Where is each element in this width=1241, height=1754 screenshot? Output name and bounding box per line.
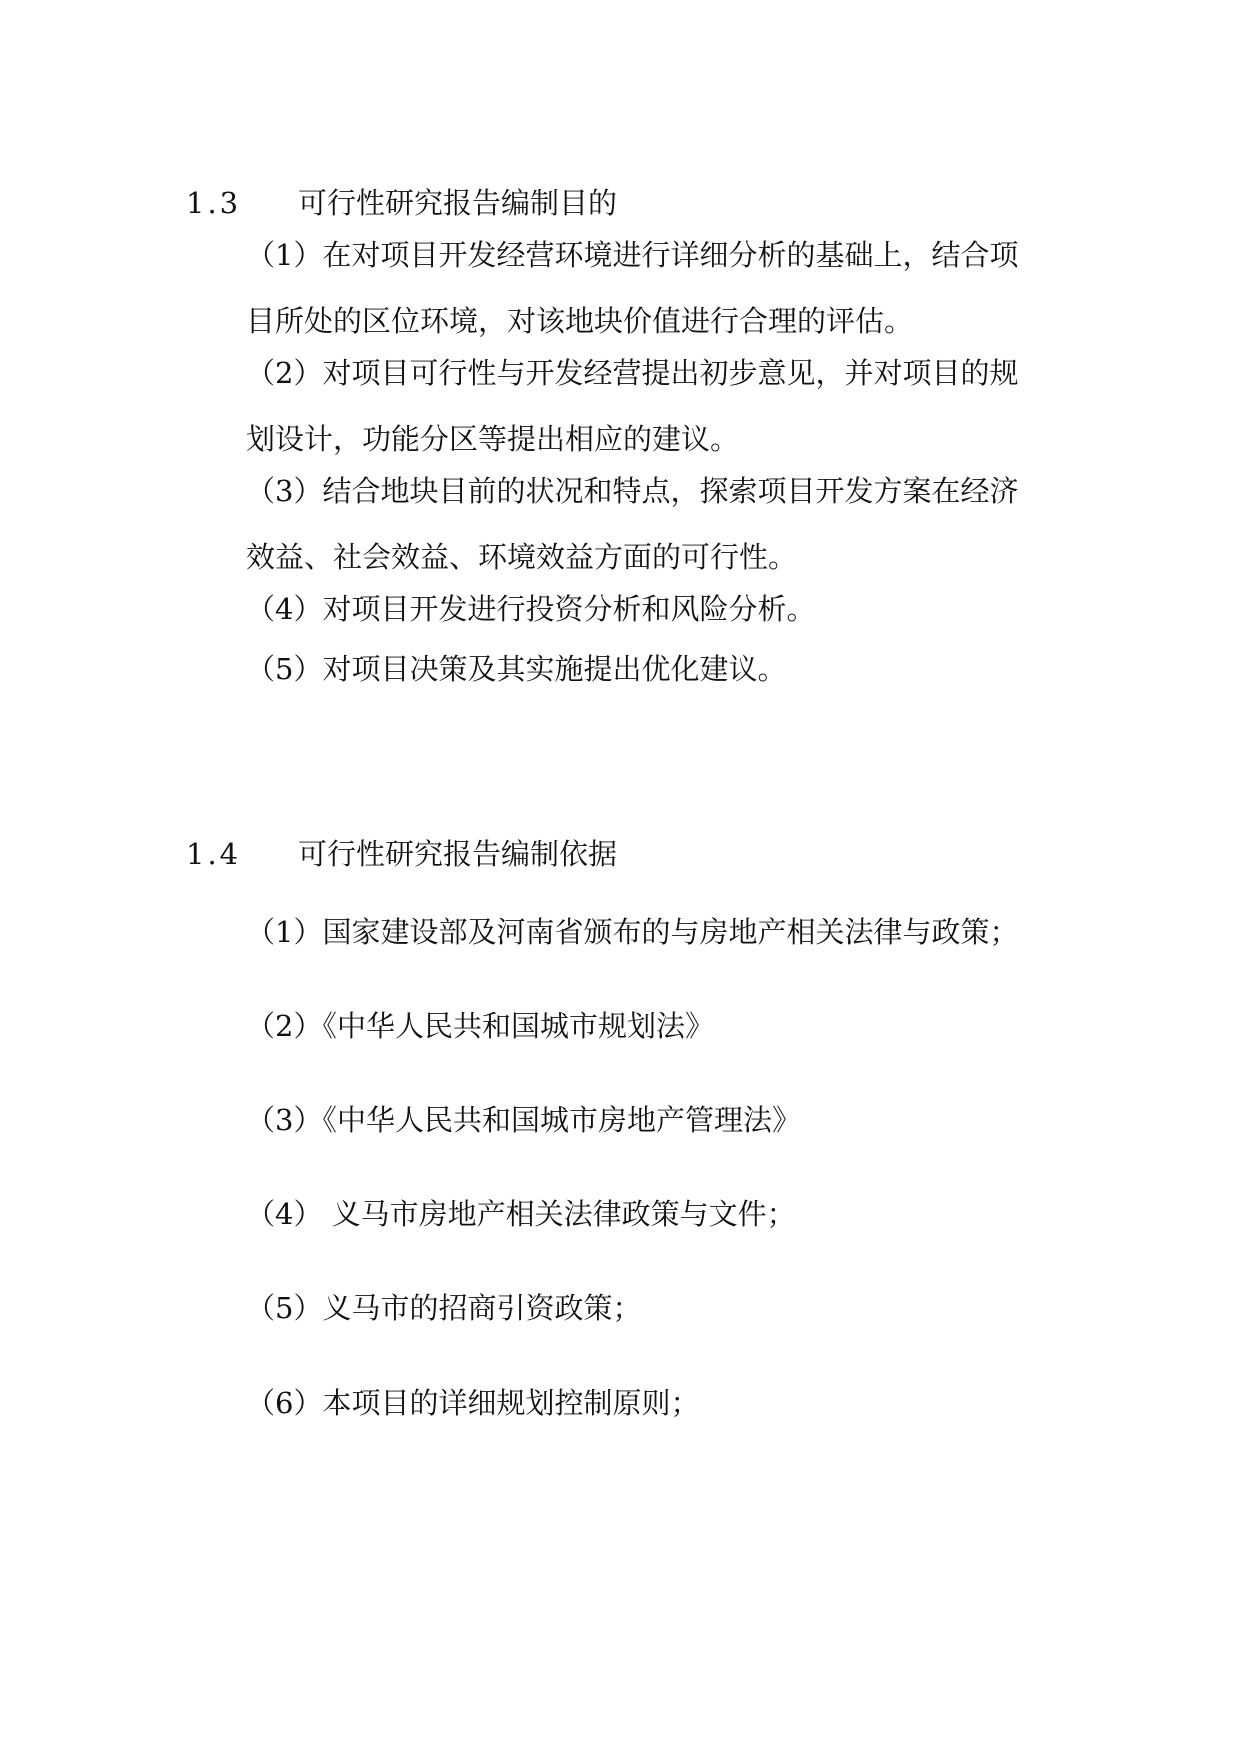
basis-item: （2）《中华人民共和国城市规划法》: [246, 1009, 714, 1043]
purpose-paragraph-4: [246, 576, 1076, 642]
paragraph-line: （5）对项目决策及其实施提出优化建议。: [246, 652, 787, 686]
paragraph-line: （4）对项目开发进行投资分析和风险分析。: [246, 592, 816, 626]
section-1-3-number: 1.3: [186, 186, 242, 220]
paragraph-line: （2）对项目可行性与开发经营提出初步意见，并对项目的规: [246, 356, 1019, 390]
basis-item: （1）国家建设部及河南省颁布的与房地产相关法律与政策；: [246, 915, 1019, 949]
basis-item: （4） 义马市房地产相关法律政策与文件；: [246, 1197, 796, 1231]
purpose-paragraph-2: [246, 340, 1076, 472]
paragraph-line: 目所处的区位环境，对该地块价值进行合理的评估。: [246, 304, 914, 338]
basis-item: （6）本项目的详细规划控制原则；: [246, 1386, 700, 1420]
basis-item: （3）《中华人民共和国城市房地产管理法》: [246, 1103, 801, 1137]
purpose-paragraph-1: [246, 222, 1076, 354]
paragraph-line: （3）结合地块目前的状况和特点，探索项目开发方案在经济: [246, 474, 1019, 508]
paragraph-line: （1）在对项目开发经营环境进行详细分析的基础上，结合项: [246, 238, 1019, 272]
paragraph-line: 效益、社会效益、环境效益方面的可行性。: [246, 540, 798, 574]
section-1-3-heading: [186, 183, 617, 223]
purpose-paragraph-5: [246, 636, 1076, 702]
paragraph-line: 划设计，功能分区等提出相应的建议。: [246, 422, 740, 456]
section-1-4-title: 可行性研究报告编制依据: [298, 837, 618, 871]
basis-item: （5）义马市的招商引资政策；: [246, 1291, 642, 1325]
purpose-paragraph-3: [246, 458, 1076, 590]
section-1-4-heading: [186, 834, 617, 874]
section-1-3-title: 可行性研究报告编制目的: [298, 186, 618, 220]
section-1-4-number: 1.4: [186, 837, 242, 871]
